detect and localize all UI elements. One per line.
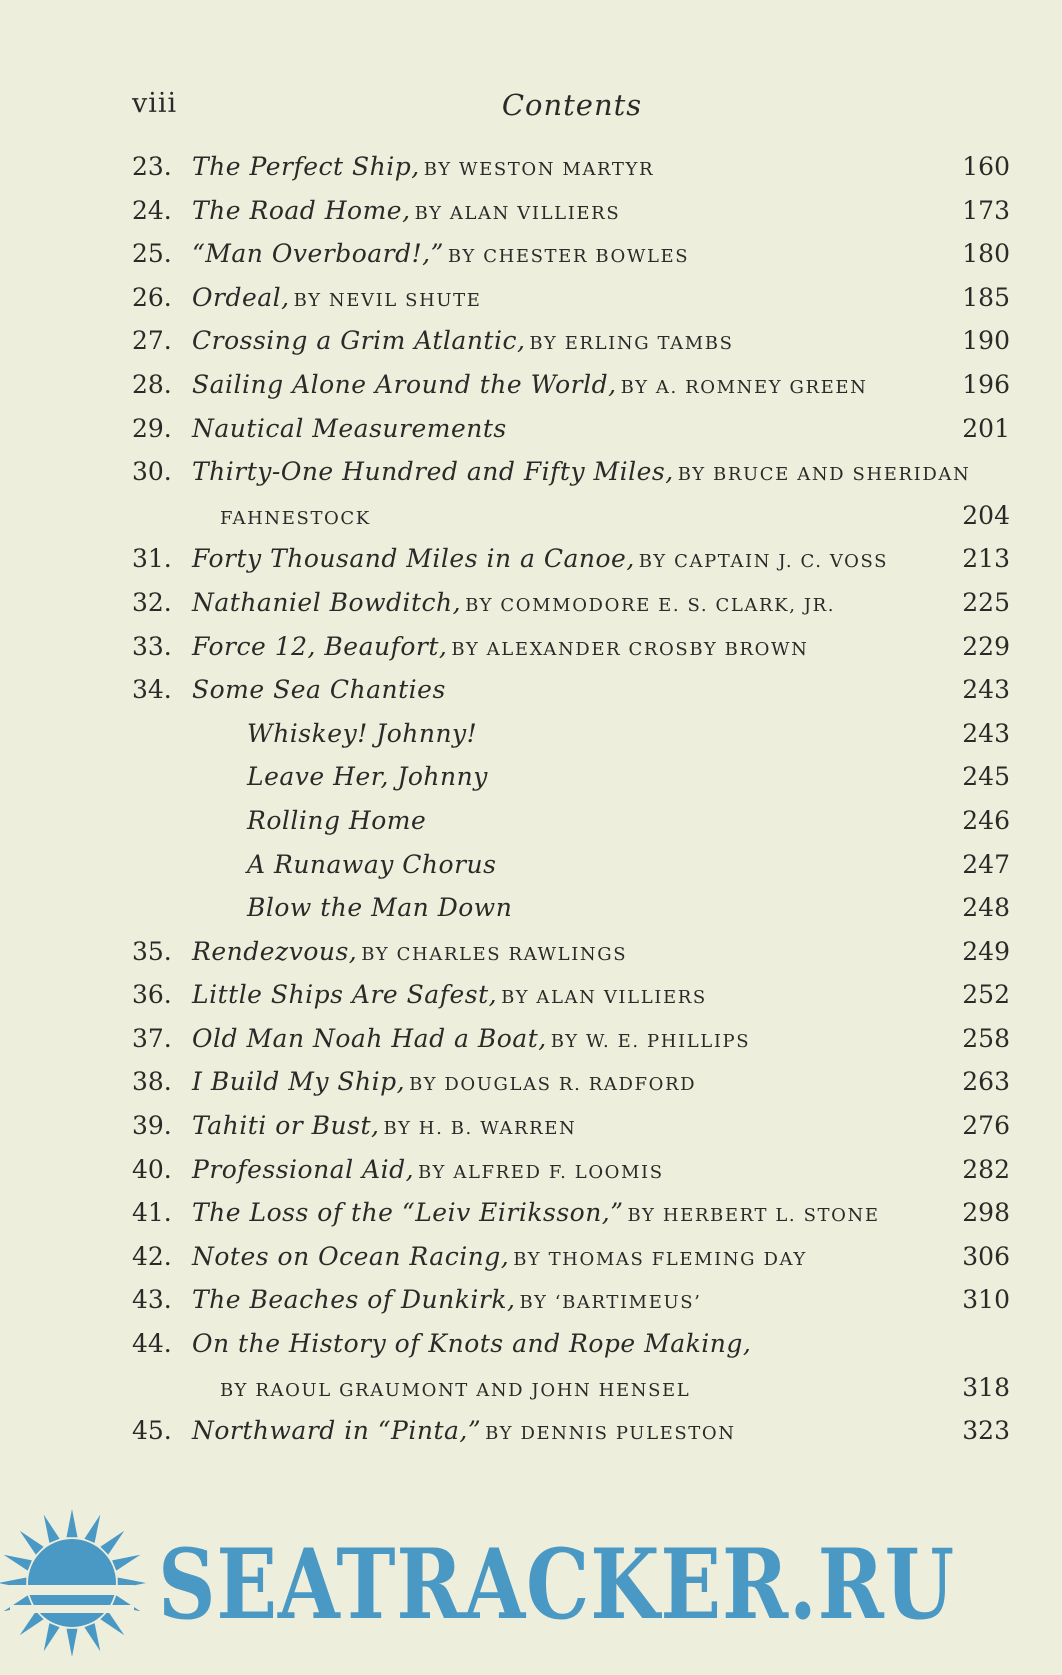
- entry-author: BY CAPTAIN J. C. VOSS: [638, 551, 889, 573]
- entry-title: Ordeal,: [192, 282, 290, 312]
- toc-subentry: [132, 712, 1010, 756]
- entry-title: The Beaches of Dunkirk,: [192, 1285, 516, 1315]
- entry-body: [192, 1278, 701, 1325]
- entry-body: [192, 1104, 576, 1151]
- entry-page-number: 204: [962, 500, 1010, 530]
- toc-entry-continuation: [132, 494, 1010, 538]
- sun-ray: [44, 1623, 60, 1651]
- entry-title: The Perfect Ship,: [192, 152, 420, 181]
- entry-author: BY ALEXANDER CROSBY BROWN: [451, 638, 809, 660]
- entry-page-number: 180: [962, 239, 1010, 269]
- entry-body: [192, 1191, 880, 1238]
- toc-entry: [132, 276, 1010, 320]
- entry-page-number: 252: [962, 980, 1010, 1010]
- sun-ray: [84, 1623, 100, 1651]
- toc-entry: [132, 973, 1010, 1017]
- entry-author: BY HERBERT L. STONE: [627, 1205, 880, 1227]
- entry-page-number: 245: [962, 762, 1010, 792]
- entry-body: [192, 973, 707, 1020]
- toc-subentry: [132, 886, 1010, 930]
- entry-number: 34.: [132, 675, 172, 705]
- entry-number: 43.: [132, 1285, 172, 1315]
- entry-page-number: 310: [962, 1285, 1010, 1315]
- entry-author: BY W. E. PHILLIPS: [550, 1030, 751, 1052]
- entry-number: 24.: [132, 195, 172, 225]
- entry-body: [192, 1060, 696, 1107]
- sun-ray: [67, 1629, 78, 1657]
- entry-author: BY THOMAS FLEMING DAY: [513, 1248, 807, 1270]
- toc-subentry: [132, 755, 1010, 799]
- entry-number: 29.: [132, 413, 172, 443]
- entry-title: Notes on Ocean Racing,: [192, 1241, 510, 1271]
- entry-page-number: 246: [962, 805, 1010, 835]
- entry-title: Forty Thousand Miles in a Canoe,: [192, 544, 635, 574]
- entry-author: BY DOUGLAS R. RADFORD: [409, 1074, 697, 1096]
- entry-page-number: 243: [962, 675, 1010, 705]
- entry-number: 33.: [132, 631, 172, 661]
- entry-number: 39.: [132, 1111, 172, 1141]
- entry-body: [192, 319, 734, 366]
- entry-page-number: 276: [962, 1111, 1010, 1141]
- sun-ray: [20, 1611, 44, 1635]
- entry-author: BY NEVIL SHUTE: [293, 289, 482, 311]
- entry-author: BY BRUCE AND SHERIDAN: [677, 464, 971, 486]
- entry-number: 30.: [132, 457, 172, 487]
- toc-entry-continuation: [132, 1366, 1010, 1410]
- entry-number: 40.: [132, 1154, 172, 1184]
- entry-page-number: 190: [962, 326, 1010, 356]
- entry-page-number: 249: [962, 936, 1010, 966]
- entry-number: 26.: [132, 282, 172, 312]
- entry-body: [247, 755, 492, 802]
- entry-title: Whiskey! Johnny!: [247, 718, 478, 748]
- entry-title: Little Ships Are Safest,: [192, 980, 498, 1010]
- entry-page-number: 247: [962, 849, 1010, 879]
- entry-body: [192, 145, 654, 192]
- entry-title: Northward in “Pinta,”: [192, 1416, 482, 1446]
- running-head: Contents: [501, 88, 643, 122]
- entry-number: 23.: [132, 152, 172, 181]
- entry-page-number: 173: [962, 195, 1010, 225]
- entry-number: 25.: [132, 239, 172, 269]
- toc-entry: [132, 189, 1010, 233]
- entry-number: 35.: [132, 936, 172, 966]
- entry-author: BY ALFRED F. LOOMIS: [418, 1161, 664, 1183]
- entry-body: [247, 886, 516, 933]
- entry-page-number: 213: [962, 544, 1010, 574]
- entry-number: 42.: [132, 1241, 172, 1271]
- entry-title: Thirty-One Hundred and Fifty Miles,: [192, 457, 674, 487]
- entry-body: [247, 799, 430, 846]
- entry-author: BY ALAN VILLIERS: [414, 202, 621, 224]
- entry-author: BY ALAN VILLIERS: [501, 987, 707, 1009]
- toc-entry: [132, 1017, 1010, 1061]
- toc-entry: [132, 581, 1010, 625]
- sun-ray: [84, 1515, 100, 1543]
- entry-title: A Runaway Chorus: [247, 849, 497, 879]
- entry-page-number: 225: [962, 587, 1010, 617]
- entry-body: [192, 1017, 750, 1064]
- toc-entry: [132, 1060, 1010, 1104]
- entry-body: [192, 363, 868, 410]
- page-number: viii: [132, 88, 178, 119]
- toc-subentry: [132, 799, 1010, 843]
- entry-page-number: 243: [962, 718, 1010, 748]
- page-header: [132, 88, 1012, 128]
- entry-title: Leave Her, Johnny: [247, 762, 488, 792]
- toc-entry: [132, 1104, 1010, 1148]
- entry-title: Tahiti or Bust,: [192, 1111, 380, 1141]
- entry-author: BY A. ROMNEY GREEN: [620, 376, 868, 398]
- entry-title: Some Sea Chanties: [192, 675, 446, 705]
- entry-body: [192, 537, 888, 584]
- toc-entry: [132, 1322, 1010, 1366]
- entry-title: Force 12, Beaufort,: [192, 631, 448, 661]
- toc-entry: [132, 1278, 1010, 1322]
- sun-ray: [100, 1611, 124, 1635]
- entry-number: 28.: [132, 369, 172, 399]
- entry-title: On the History of Knots and Rope Making,: [192, 1329, 752, 1359]
- entry-author: BY COMMODORE E. S. CLARK, JR.: [465, 594, 836, 616]
- toc-entry: [132, 930, 1010, 974]
- entry-title: The Road Home,: [192, 195, 411, 225]
- entry-title: Blow the Man Down: [247, 893, 513, 923]
- entry-body: [192, 930, 627, 977]
- entry-number: 31.: [132, 544, 172, 574]
- entry-page-number: 298: [962, 1198, 1010, 1228]
- toc-entry: [132, 537, 1010, 581]
- entry-body: [192, 1148, 664, 1195]
- entry-page-number: 196: [962, 369, 1010, 399]
- entry-title: Old Man Noah Had a Boat,: [192, 1023, 547, 1053]
- sun-ray: [112, 1555, 140, 1571]
- toc-entry: [132, 1148, 1010, 1192]
- toc-entry: [132, 1235, 1010, 1279]
- sun-ray: [20, 1531, 44, 1555]
- entry-body: [192, 407, 511, 454]
- entry-author: BY CHARLES RAWLINGS: [361, 943, 628, 965]
- entry-author: FAHNESTOCK: [220, 507, 371, 529]
- sun-ray: [44, 1515, 60, 1543]
- entry-page-number: 248: [962, 893, 1010, 923]
- entry-page-number: 258: [962, 1023, 1010, 1053]
- entry-number: 41.: [132, 1198, 172, 1228]
- entry-page-number: 323: [962, 1416, 1010, 1446]
- entry-author: BY ‘BARTIMEUS’: [519, 1292, 702, 1314]
- entry-body: [192, 189, 620, 236]
- toc-entry: [132, 1409, 1010, 1453]
- entry-body: [192, 668, 450, 715]
- entry-body: [247, 843, 500, 890]
- entry-author: BY DENNIS PULESTON: [485, 1423, 736, 1445]
- entry-page-number: 282: [962, 1154, 1010, 1184]
- toc-entry: [132, 668, 1010, 712]
- entry-title: Sailing Alone Around the World,: [192, 369, 617, 399]
- entry-body: [192, 276, 482, 323]
- entry-title: I Build My Ship,: [192, 1067, 406, 1097]
- entry-number: 36.: [132, 980, 172, 1010]
- entry-title: Nathaniel Bowditch,: [192, 587, 462, 617]
- entry-title: Crossing a Grim Atlantic,: [192, 326, 526, 356]
- toc-entry: [132, 450, 1010, 494]
- entry-number: 38.: [132, 1067, 172, 1097]
- entry-body: [220, 494, 371, 541]
- table-of-contents: [132, 145, 1010, 1453]
- entry-author: BY CHESTER BOWLES: [447, 246, 690, 268]
- entry-author: BY ERLING TAMBS: [529, 333, 734, 355]
- toc-entry: [132, 319, 1010, 363]
- entry-body: [220, 1366, 690, 1413]
- entry-body: [192, 581, 835, 628]
- entry-title: The Loss of the “Leiv Eiriksson,”: [192, 1198, 624, 1228]
- entry-page-number: 263: [962, 1067, 1010, 1097]
- entry-title: Professional Aid,: [192, 1154, 415, 1184]
- entry-author: BY H. B. WARREN: [383, 1118, 577, 1140]
- toc-entry: [132, 625, 1010, 669]
- entry-body: [192, 625, 808, 672]
- toc-entry: [132, 232, 1010, 276]
- entry-number: 45.: [132, 1416, 172, 1446]
- entry-body: [192, 1409, 736, 1456]
- entry-body: [192, 1322, 755, 1369]
- sun-ray: [67, 1509, 78, 1537]
- entry-page-number: 185: [962, 282, 1010, 312]
- entry-title: Nautical Measurements: [192, 413, 507, 443]
- toc-entry: [132, 145, 1010, 189]
- entry-page-number: 160: [962, 152, 1010, 181]
- entry-number: 27.: [132, 326, 172, 356]
- entry-title: Rolling Home: [247, 805, 427, 835]
- entry-page-number: 306: [962, 1241, 1010, 1271]
- toc-entry: [132, 1191, 1010, 1235]
- entry-title: Rendezvous,: [192, 936, 358, 966]
- entry-author: BY RAOUL GRAUMONT AND JOHN HENSEL: [220, 1379, 691, 1401]
- entry-page-number: 318: [962, 1372, 1010, 1402]
- entry-body: [192, 450, 970, 497]
- entry-title: “Man Overboard!,”: [192, 239, 444, 269]
- toc-entry: [132, 363, 1010, 407]
- entry-author: BY WESTON MARTYR: [423, 159, 655, 180]
- entry-number: 37.: [132, 1023, 172, 1053]
- entry-body: [247, 712, 481, 759]
- entry-page-number: 229: [962, 631, 1010, 661]
- sun-ray: [100, 1531, 124, 1555]
- toc-subentry: [132, 843, 1010, 887]
- entry-number: 44.: [132, 1329, 172, 1359]
- entry-number: 32.: [132, 587, 172, 617]
- toc-entry: [132, 407, 1010, 451]
- entry-body: [192, 1235, 807, 1282]
- entry-page-number: 201: [962, 413, 1010, 443]
- watermark-text: SEATRACKER.RU: [158, 1528, 955, 1641]
- sun-ray: [4, 1555, 32, 1571]
- entry-body: [192, 232, 689, 279]
